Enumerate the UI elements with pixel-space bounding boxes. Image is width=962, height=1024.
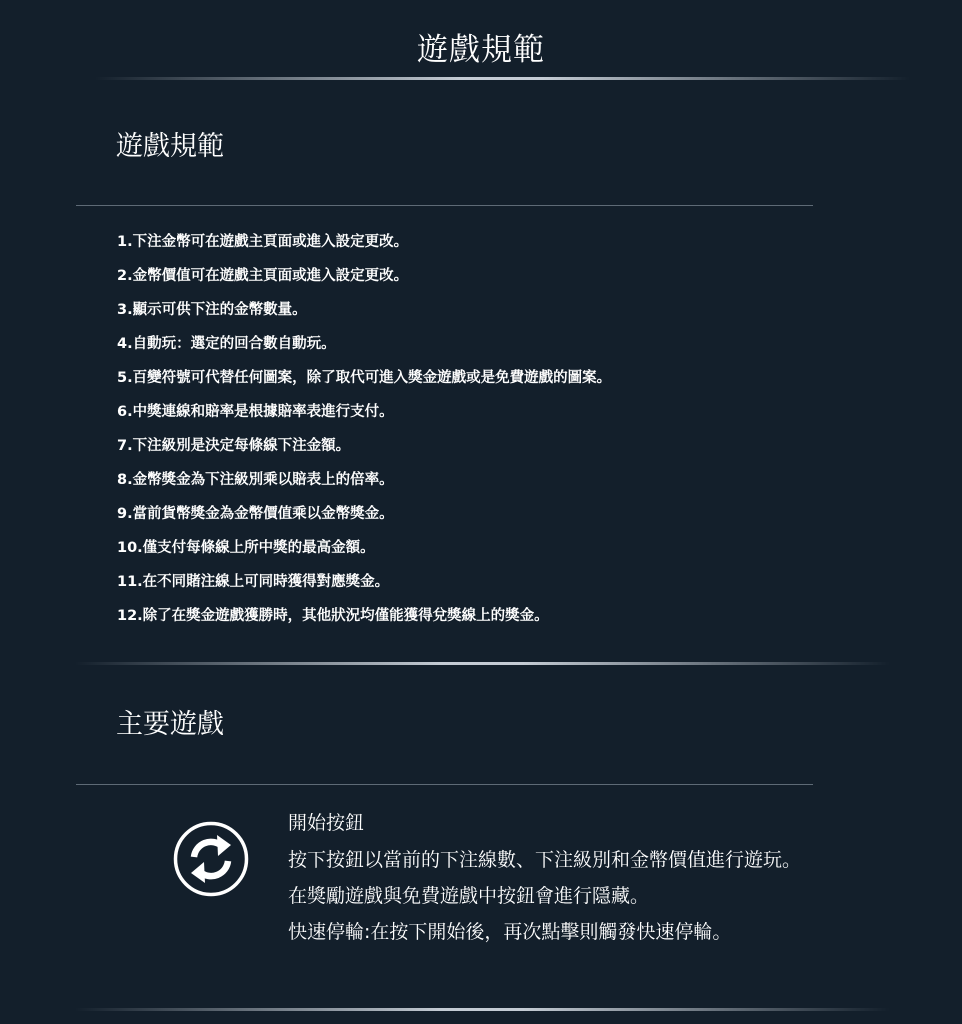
- rule-item: 7.下注級別是決定每條線下注金額。: [117, 438, 351, 454]
- rule-item: 8.金幣獎金為下注級別乘以賠表上的倍率。: [117, 472, 394, 488]
- spin-button-title: 開始按鈕: [288, 812, 365, 834]
- main-game-heading: 主要遊戲: [116, 709, 224, 740]
- refresh-icon: [173, 821, 249, 897]
- spin-button-description: [288, 808, 818, 954]
- rule-item: 4.自動玩：選定的回合數自動玩。: [117, 336, 336, 352]
- bottom-divider: [75, 1008, 890, 1011]
- spin-button-paragraph: 在獎勵遊戲與免費遊戲中按鈕會進行隱藏。: [288, 885, 650, 907]
- spin-button-paragraph: 快速停輪:在按下開始後，再次點擊則觸發快速停輪。: [288, 921, 732, 943]
- rule-item: 12.除了在獎金遊戲獲勝時，其他狀況均僅能獲得兌獎線上的獎金。: [117, 608, 549, 624]
- rules-heading-rule: [76, 205, 813, 206]
- spin-button-paragraph: 按下按鈕以當前的下注線數、下注級別和金幣價值進行遊玩。: [288, 849, 802, 871]
- main-game-heading-rule: [76, 784, 813, 785]
- rule-item: 1.下注金幣可在遊戲主頁面或進入設定更改。: [117, 234, 409, 250]
- rule-item: 11.在不同賭注線上可同時獲得對應獎金。: [117, 574, 390, 590]
- rule-item: 5.百變符號可代替任何圖案，除了取代可進入獎金遊戲或是免費遊戲的圖案。: [117, 370, 612, 386]
- rule-item: 3.顯示可供下注的金幣數量。: [117, 302, 307, 318]
- page-title: 遊戲規範: [417, 32, 545, 68]
- rule-item: 2.金幣價值可在遊戲主頁面或進入設定更改。: [117, 268, 409, 284]
- rule-item: 10.僅支付每條線上所中獎的最高金額。: [117, 540, 375, 556]
- rules-section-heading: 遊戲規範: [116, 131, 224, 162]
- title-divider: [95, 77, 910, 80]
- rule-item: 6.中獎連線和賠率是根據賠率表進行支付。: [117, 404, 394, 420]
- section-divider: [75, 662, 890, 665]
- rule-item: 9.當前貨幣獎金為金幣價值乘以金幣獎金。: [117, 506, 394, 522]
- rules-list: [117, 232, 611, 640]
